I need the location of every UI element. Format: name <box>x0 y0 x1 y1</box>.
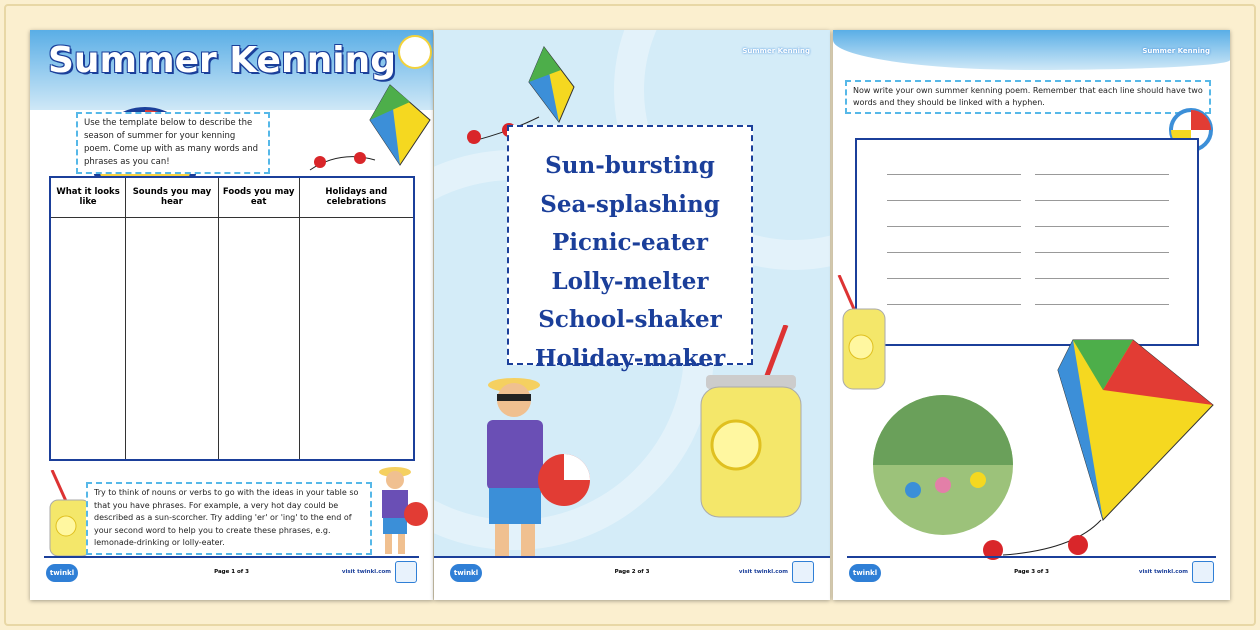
poem-line: Picnic-eater <box>552 229 708 256</box>
table-header: Foods you may eat <box>218 177 299 217</box>
writing-line[interactable] <box>887 174 1021 175</box>
page-header: Summer Kenning <box>1142 47 1210 55</box>
page-footer <box>847 556 1216 600</box>
visit-link[interactable]: visit twinkl.com <box>1138 569 1188 575</box>
instructions-note: Now write your own summer kenning poem. Remember that each line should have two words and they should be linked with a hyphen. <box>845 80 1211 114</box>
page-header: Summer Kenning <box>742 47 810 55</box>
visit-link[interactable]: visit twinkl.com <box>341 569 391 575</box>
kenning-table <box>49 176 415 461</box>
boy-illustration <box>370 462 430 557</box>
page-2 <box>434 30 830 600</box>
kite-icon <box>270 80 433 190</box>
page-footer <box>434 556 830 600</box>
boy-illustration <box>459 370 619 560</box>
page-3 <box>833 30 1230 600</box>
quality-badge-icon <box>395 561 417 583</box>
poem-line: Sea-splashing <box>540 190 720 218</box>
poem-line: School-shaker <box>538 306 722 333</box>
writing-line[interactable] <box>1035 278 1169 279</box>
quality-badge-icon <box>792 561 814 583</box>
table-header: Holidays and celebrations <box>299 177 414 217</box>
table-header: Sounds you may hear <box>126 177 219 217</box>
writing-line[interactable] <box>1035 174 1169 175</box>
page-footer <box>44 556 419 600</box>
page-1 <box>30 30 433 600</box>
poem-line: Sun-bursting <box>545 152 715 179</box>
writing-line[interactable] <box>1035 226 1169 227</box>
kite-icon <box>983 330 1223 560</box>
table-header: What it looks like <box>50 177 126 217</box>
writing-line[interactable] <box>887 252 1021 253</box>
table-cell[interactable] <box>218 217 299 460</box>
table-cell[interactable] <box>126 217 219 460</box>
table-cell[interactable] <box>299 217 414 460</box>
twinkl-logo: twinkl <box>46 564 78 582</box>
page-number: Page 3 of 3 <box>1014 569 1049 575</box>
page-number: Page 2 of 3 <box>614 569 650 575</box>
writing-line[interactable] <box>887 200 1021 201</box>
writing-line[interactable] <box>887 304 1021 305</box>
tip-note: Try to think of nouns or verbs to go with the ideas in your table so that you have phrases. For example, a very hot day could be described as a sun-scorcher. Try adding 'er' or 'ing' to the end of your second word to help you to create these phrases, e.g. lemonade-drinking or lolly-eater. <box>86 482 372 555</box>
sun-icon <box>398 35 432 69</box>
writing-line[interactable] <box>1035 252 1169 253</box>
lemonade-jar-icon <box>833 275 893 390</box>
poem-line: Holiday-maker <box>534 344 726 372</box>
writing-line[interactable] <box>1035 200 1169 201</box>
twinkl-logo: twinkl <box>849 564 881 582</box>
intro-note: Use the template below to describe the season of summer for your kenning poem. Come up with as many words and phrases as you can! <box>76 112 270 174</box>
poem-line: Lolly-melter <box>551 267 709 295</box>
table-cell[interactable] <box>50 217 126 460</box>
writing-line[interactable] <box>887 278 1021 279</box>
twinkl-logo: twinkl <box>450 564 482 582</box>
poem-writing-area[interactable] <box>855 138 1199 346</box>
writing-line[interactable] <box>887 226 1021 227</box>
page-number: Page 1 of 3 <box>214 569 249 575</box>
visit-link[interactable]: visit twinkl.com <box>738 569 788 575</box>
lemonade-jar-icon <box>696 325 806 525</box>
page-title: Summer Kenning <box>48 40 396 81</box>
writing-line[interactable] <box>1035 304 1169 305</box>
quality-badge-icon <box>1192 561 1214 583</box>
